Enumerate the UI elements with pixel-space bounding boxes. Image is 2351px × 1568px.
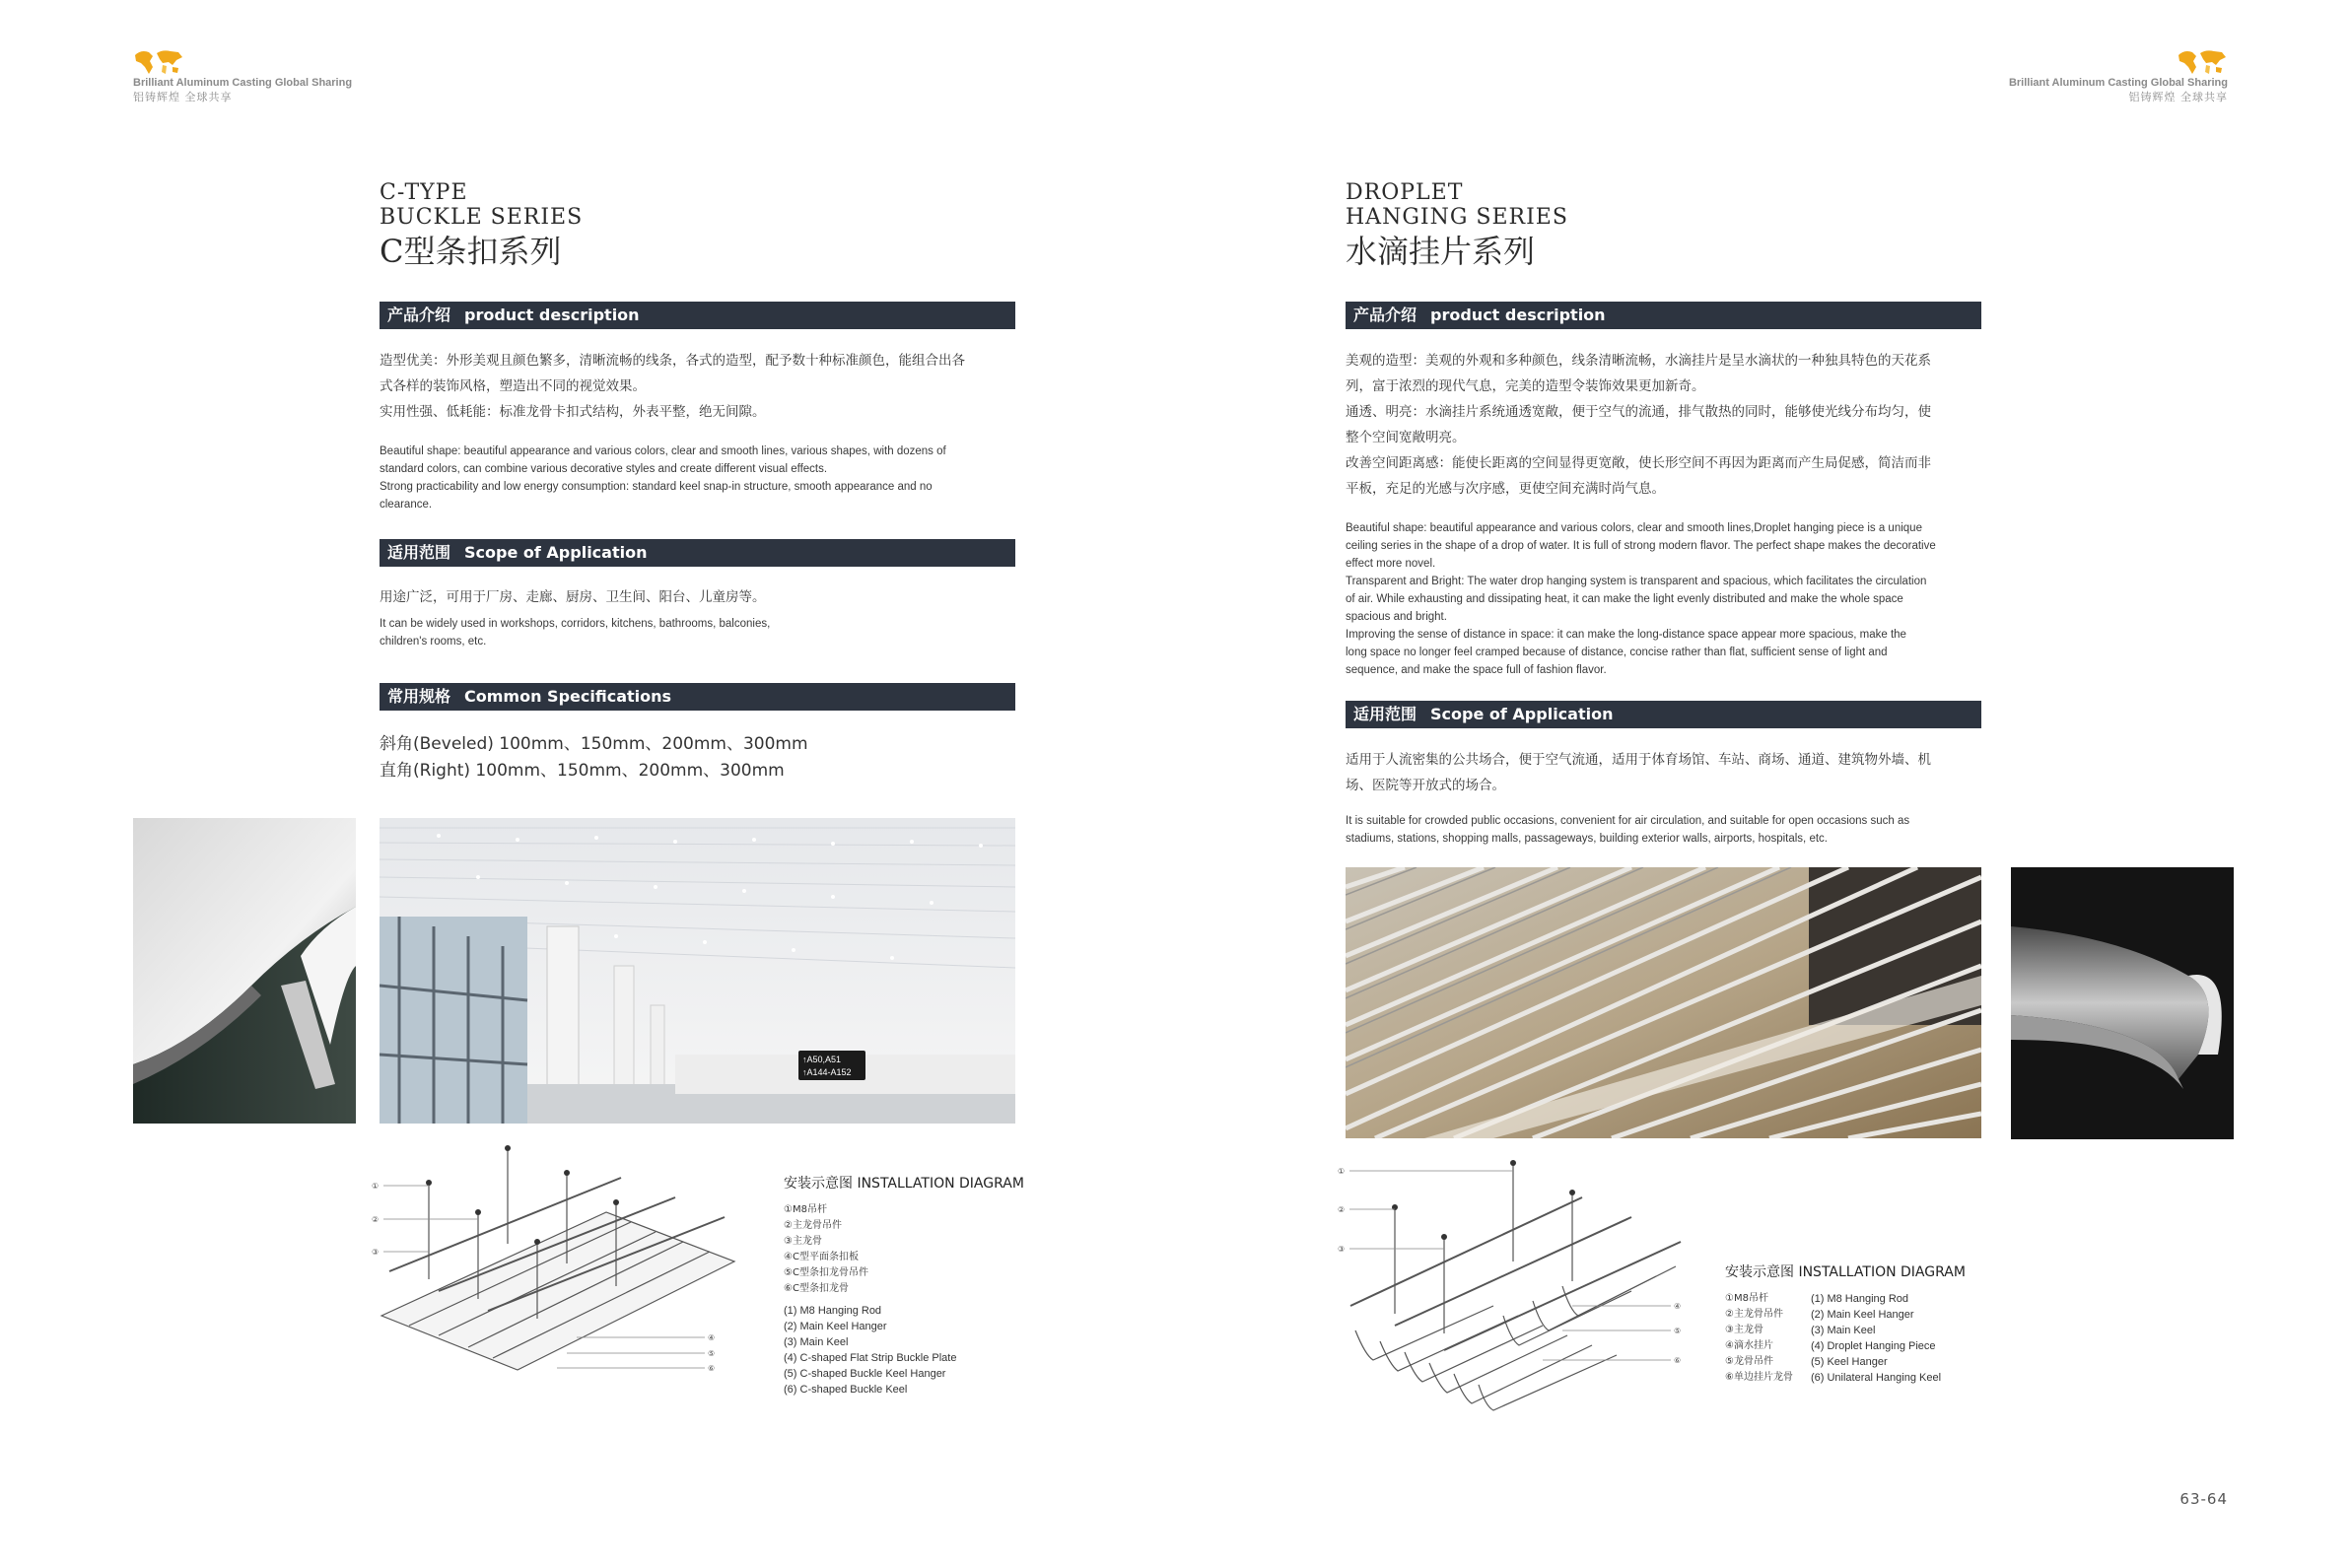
right-desc-cn-line: 列，富于浓烈的现代气息，完美的造型令装饰效果更加新奇。 (1346, 378, 1705, 394)
right-title-cn: 水滴挂片系列 (1346, 233, 1536, 270)
legend-cn-item: ②主龙骨吊件 (1725, 1309, 1783, 1320)
right-title-en-1: DROPLET (1346, 180, 1464, 205)
legend-en-item: (1) M8 Hanging Rod (1810, 1293, 1909, 1305)
right-description-header-cn: 产品介绍 (1353, 306, 1418, 324)
legend-cn-item: ⑤C型条扣龙骨吊件 (784, 1267, 868, 1278)
right-desc-cn-line: 整个空间宽敞明亮。 (1346, 430, 1466, 445)
left-scope-cn: 用途广泛，可用于厂房、走廊、厨房、卫生间、阳台、儿童房等。 (380, 589, 766, 605)
right-description-header-en: product description (1430, 306, 1606, 324)
brand-name-cn: 铝铸辉煌 全球共享 (133, 91, 233, 103)
marker-3: ③ (372, 1248, 380, 1257)
legend-en-item: (4) C-shaped Flat Strip Buckle Plate (784, 1352, 957, 1364)
sign-text-2: ↑A144-A152 (802, 1067, 852, 1077)
left-title-en-2: BUCKLE SERIES (380, 205, 584, 230)
left-specs-header (380, 683, 1015, 711)
legend-en-item: (6) C-shaped Buckle Keel (784, 1384, 908, 1396)
marker-4: ④ (708, 1333, 716, 1342)
right-desc-en-line: Improving the sense of distance in space: it can make the long-distance space appear more spacious, make the (1346, 629, 1906, 641)
right-desc-en-line: ceiling series in the shape of a drop of water. It is full of strong modern flavor. The perfect shape makes the decorative (1346, 540, 1936, 552)
right-desc-en-line: effect more novel. (1346, 558, 1436, 570)
left-series-title (380, 180, 583, 271)
right-desc-en-line: Transparent and Bright: The water drop hanging system is transparent and spacious, which facilitates the circulation (1346, 576, 1927, 587)
marker-6: ⑥ (708, 1364, 716, 1373)
right-scope-en-line: It is suitable for crowded public occasions, convenient for air circulation, and suitable for open occasions such as (1346, 815, 1910, 827)
legend-cn-item: ③主龙骨 (1725, 1325, 1763, 1335)
marker-3: ③ (1338, 1245, 1346, 1254)
right-scope-cn (1346, 747, 1996, 798)
left-description-header-cn: 产品介绍 (387, 306, 451, 324)
right-title-en-2: HANGING SERIES (1346, 205, 1568, 230)
left-desc-cn-line: 造型优美：外形美观且颜色繁多，清晰流畅的线条，各式的造型，配予数十种标准颜色，能组合出各 (380, 353, 965, 369)
marker-6: ⑥ (1674, 1356, 1682, 1365)
brand-logo-left (133, 47, 352, 104)
left-description-header (380, 302, 1015, 329)
marker-4: ④ (1674, 1302, 1682, 1311)
legend-en-item: (1) M8 Hanging Rod (784, 1305, 882, 1317)
left-specs-list (380, 731, 808, 784)
left-scope-en-line: It can be widely used in workshops, corridors, kitchens, bathrooms, balconies, (380, 618, 771, 630)
right-scope-header-cn: 适用范围 (1353, 705, 1418, 723)
right-scope-en-line: stadiums, stations, shopping malls, passageways, building exterior walls, airports, hospitals, etc. (1346, 833, 1828, 845)
world-map-logo-icon (133, 47, 184, 77)
right-desc-cn-line: 平板，充足的光感与次序感，更使空间充满时尚气息。 (1346, 481, 1665, 497)
legend-en-item: (5) Keel Hanger (1810, 1356, 1888, 1368)
marker-2: ② (1338, 1205, 1346, 1214)
right-description-cn (1346, 348, 1996, 502)
legend-cn-item: ④C型平面条扣板 (784, 1252, 859, 1262)
right-diagram-heading: 安装示意图 INSTALLATION DIAGRAM (1725, 1264, 1966, 1280)
right-scope-cn-line: 适用于人流密集的公共场合，便于空气流通，适用于体育场馆、车站、商场、通道、建筑物外墙、机 (1346, 752, 1931, 768)
legend-cn-item: ⑥C型条扣龙骨 (784, 1283, 849, 1294)
marker-5: ⑤ (708, 1349, 716, 1358)
c-type-profile-photo (133, 818, 356, 1124)
left-scope-header-cn: 适用范围 (387, 543, 451, 562)
left-specs-header-cn: 常用规格 (387, 687, 451, 706)
left-installation-diagram (370, 1143, 739, 1403)
spec-beveled: 斜角(Beveled) 100mm、150mm、200mm、300mm (380, 734, 808, 754)
right-series-title (1346, 180, 1568, 271)
legend-en-item: (3) Main Keel (1810, 1325, 1876, 1336)
left-scope-en (380, 615, 1030, 650)
right-installation-diagram (1336, 1158, 1705, 1418)
marker-1: ① (372, 1182, 380, 1191)
left-specs-header-en: Common Specifications (464, 687, 672, 706)
brand-name-en: Brilliant Aluminum Casting Global Sharing (2008, 77, 2228, 89)
legend-cn-item: ③主龙骨 (784, 1236, 822, 1247)
spec-right: 直角(Right) 100mm、150mm、200mm、300mm (380, 761, 785, 781)
right-desc-en-line: Beautiful shape: beautiful appearance and various colors, clear and smooth lines,Droplet hanging piece is a unique (1346, 522, 1922, 534)
droplet-profile-photo (2011, 867, 2234, 1139)
left-desc-cn-line: 实用性强、低耗能：标准龙骨卡扣式结构，外表平整，绝无间隙。 (380, 404, 766, 420)
left-diagram-heading: 安装示意图 INSTALLATION DIAGRAM (784, 1176, 1024, 1192)
legend-en-item: (5) C-shaped Buckle Keel Hanger (784, 1368, 946, 1380)
left-scope-en-line: children's rooms, etc. (380, 636, 487, 648)
marker-2: ② (372, 1215, 380, 1224)
left-diagram-legend (784, 1173, 1024, 1398)
right-desc-cn-line: 通透、明亮：水滴挂片系统通透宽敞，便于空气的流通，排气散热的同时，能够使光线分布均匀，使 (1346, 404, 1931, 420)
left-title-en-1: C-TYPE (380, 180, 468, 205)
left-title-cn: C型条扣系列 (380, 233, 562, 270)
right-desc-en-line: sequence, and make the space full of fashion flavor. (1346, 664, 1607, 676)
droplet-ceiling-photo (1346, 867, 1981, 1138)
right-description-header (1346, 302, 1981, 329)
right-description-en (1346, 519, 1996, 679)
legend-en-item: (3) Main Keel (784, 1336, 849, 1348)
right-desc-en-line: of air. While exhausting and dissipating heat, it can make the light evenly distributed and make the whole space (1346, 593, 1903, 605)
legend-cn-item: ②主龙骨吊件 (784, 1220, 842, 1231)
legend-en-item: (2) Main Keel Hanger (784, 1321, 887, 1332)
brand-logo-right (2009, 47, 2228, 104)
right-scope-en (1346, 812, 1996, 848)
legend-cn-item: ①M8吊杆 (1725, 1293, 1768, 1304)
legend-cn-item: ④滴水挂片 (1725, 1340, 1773, 1351)
left-desc-cn-line: 式各样的装饰风格，塑造出不同的视觉效果。 (380, 378, 646, 394)
brand-name-en: Brilliant Aluminum Casting Global Sharing (133, 77, 353, 89)
right-desc-cn-line: 美观的造型：美观的外观和多种颜色，线条清晰流畅，水滴挂片是呈水滴状的一种独具特色的天花系 (1346, 353, 1931, 369)
legend-cn-item: ⑤龙骨吊件 (1725, 1356, 1773, 1367)
left-desc-en-line: Beautiful shape: beautiful appearance and various colors, clear and smooth lines, various shapes, with dozens of (380, 445, 946, 457)
legend-en-item: (2) Main Keel Hanger (1810, 1309, 1914, 1321)
marker-5: ⑤ (1674, 1327, 1682, 1335)
legend-cn-item: ⑥单边挂片龙骨 (1725, 1372, 1793, 1383)
sign-text-1: ↑A50,A51 (802, 1055, 842, 1064)
left-desc-en-line: clearance. (380, 499, 433, 511)
right-diagram-legend (1725, 1261, 1966, 1386)
page-number: 63-64 (2179, 1490, 2228, 1508)
right-scope-cn-line: 场、医院等开放式的场合。 (1346, 778, 1505, 793)
left-description-cn (380, 348, 1030, 425)
left-desc-en-line: standard colors, can combine various decorative styles and create different visual effects. (380, 463, 828, 475)
marker-1: ① (1338, 1167, 1346, 1176)
legend-en-item: (4) Droplet Hanging Piece (1810, 1340, 1936, 1352)
brand-name-cn: 铝铸辉煌 全球共享 (2128, 91, 2228, 103)
right-desc-cn-line: 改善空间距离感：能使长距离的空间显得更宽敞，使长形空间不再因为距离而产生局促感，简洁而非 (1346, 455, 1931, 471)
left-description-header-en: product description (464, 306, 640, 324)
airport-ceiling-photo (380, 818, 1015, 1124)
right-scope-header-en: Scope of Application (1430, 705, 1614, 723)
left-scope-header-en: Scope of Application (464, 543, 648, 562)
right-desc-en-line: spacious and bright. (1346, 611, 1447, 623)
left-desc-en-line: Strong practicability and low energy consumption: standard keel snap-in structure, smooth appearance and no (380, 481, 933, 493)
right-desc-en-line: long space no longer feel cramped because of distance, concise rather than flat, sufficient sense of light and (1346, 647, 1888, 658)
legend-cn-item: ①M8吊杆 (784, 1204, 827, 1215)
left-description-en (380, 443, 1030, 513)
legend-en-item: (6) Unilateral Hanging Keel (1810, 1372, 1942, 1384)
right-scope-header (1346, 701, 1981, 728)
world-map-logo-icon (2177, 47, 2228, 77)
left-scope-header (380, 539, 1015, 567)
